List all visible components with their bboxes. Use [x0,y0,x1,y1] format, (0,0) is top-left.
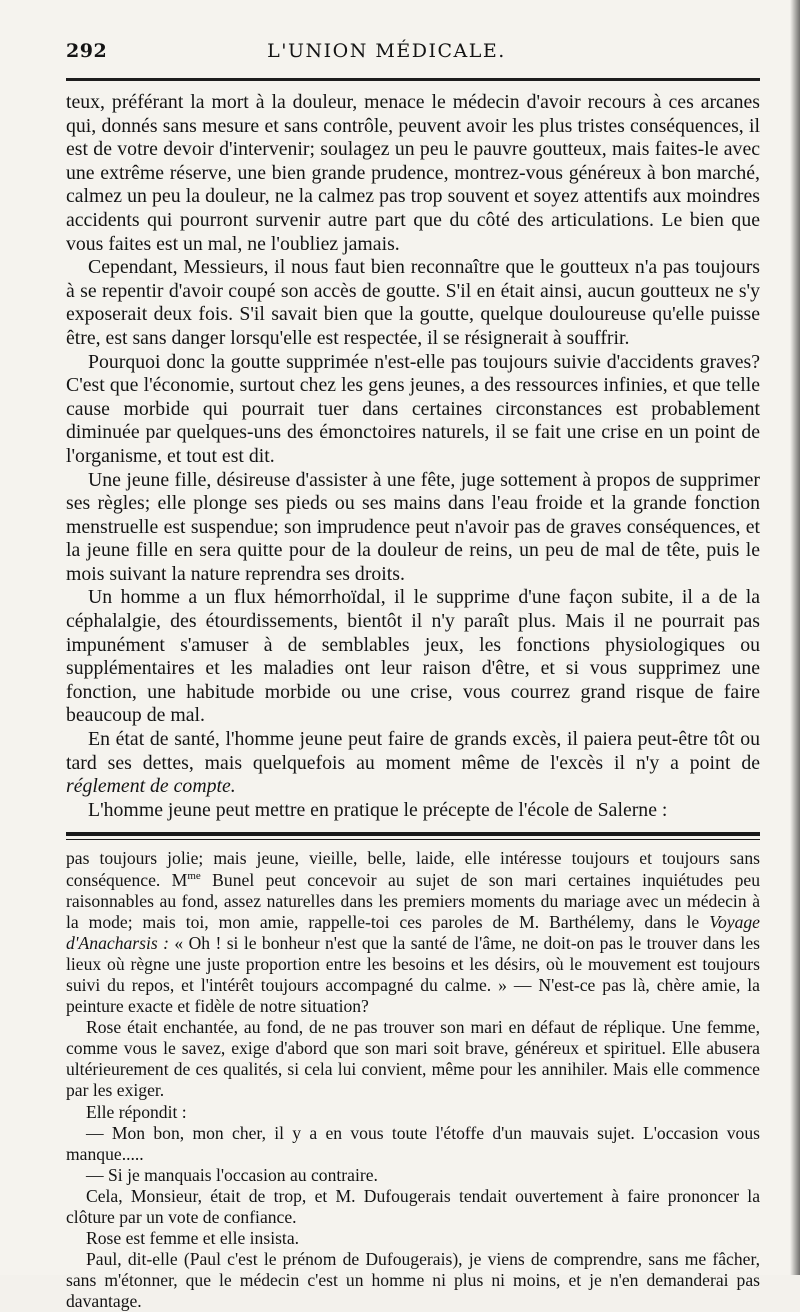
main-text [66,91,760,822]
page-number: 292 [66,40,108,62]
page-header [66,40,760,74]
paragraph-3: Pourquoi donc la goutte supprimée n'est-elle pas toujours suivie d'accidents graves? C'est que l'économie, surtout chez les gens jeunes, a des ressources infinies, et que telle cause morbide qui pourrait tuer dans certaines circonstances est probablement diminuée par quelques-uns des émonctoires naturels, il se fait une crise en un point de l'organisme, et tout est dit. [66,350,760,467]
feuilleton-text [66,848,760,1312]
feuilleton-paragraph-2: Rose était enchantée, au fond, de ne pas trouver son mari en défaut de réplique. Une femme, comme vous le savez, exige d'abord que son mari soit brave, généreux et spirituel. Elle abusera ultérieurement de ces qualités, si cela lui convient, même pour les annihiler. Mais elle commence par les exiger. [66,1017,760,1101]
feuilleton-paragraph-1 [66,848,760,1017]
header-rule [66,78,760,81]
paragraph-6-text: En état de santé, l'homme jeune peut faire de grands excès, il paiera peut-être tôt ou tard ses dettes, mais quelquefois au moment même de l'excès il n'y a point de [66,728,760,774]
running-title: L'UNION MÉDICALE. [267,40,506,62]
feuilleton-paragraph-3: Elle répondit : [86,1101,187,1122]
feuilleton-paragraph-4: — Mon bon, mon cher, il y a en vous toute l'étoffe d'un mauvais sujet. L'occasion vous manque..... [66,1122,760,1164]
feuilleton-paragraph-5: — Si je manquais l'occasion au contraire. [86,1164,378,1185]
paragraph-1: teux, préférant la mort à la douleur, menace le médecin d'avoir recours à ces arcanes qui, donnés sans mesure et sans contrôle, peuvent avoir les plus tristes conséquences, il est de votre devoir d'intervenir; soulagez un peu le pauvre goutteux, mais faites-le avec une extrême réserve, une bien grande prudence, montrez-vous généreux à bon marché, calmez un peu la douleur, ne la calmez pas trop souvent et soyez attentifs aux moindres accidents qui pourront survenir autre part que du côté des articulations. Le bien que vous faites est un mal, ne l'oubliez jamais. [66,91,760,255]
paragraph-2: Cependant, Messieurs, il nous faut bien reconnaître que le goutteux n'a pas toujours à se repentir d'avoir coupé son accès de goutte. S'il en était ainsi, aucun goutteux ne s'y exposerait deux fois. S'il savait bien que la goutte, quelque douloureuse qu'elle puisse être, est sans danger lorsqu'elle est respectée, il se résignerait à souffrir. [66,256,760,349]
paragraph-6-italic: réglement de compte. [66,775,236,798]
feuilleton-p1-sup: me [187,869,201,882]
feuilleton-separator [66,832,760,840]
paragraph-4: Une jeune fille, désireuse d'assister à une fête, juge sottement à propos de supprimer ses règles; elle plonge ses pieds ou ses mains dans l'eau froide et la grande fonction menstruelle est suspendue; son imprudence peut n'avoir pas de graves conséquences, et la jeune fille en sera quitte pour de la douleur de reins, un peu de mal de tête, puis le mois suivant la nature reprendra ses droits. [66,468,760,585]
paragraph-5: Un homme a un flux hémorrhoïdal, il le supprime d'une façon subite, il a de la céphalalgie, des étourdissements, bientôt il n'y paraît plus. Mais il ne pourrait pas impunément s'amuser à de semblables jeux, les fonctions physiologiques ou supplémentaires et les maladies ont leur raison d'être, et si vous supprimez une fonction, une habitude morbide ou une crise, vous courrez grand risque de faire beaucoup de mal. [66,586,760,727]
paragraph-7: L'homme jeune peut mettre en pratique le précepte de l'école de Salerne : [88,798,668,821]
feuilleton-p1-b: Bunel peut concevoir au sujet de son mari certaines inquiétudes peu raisonnables au fond, assez naturelles dans les premiers moments du mariage avec un médecin à la mode; mais toi, mon amie, rappelle-toi ces paroles de M. Barthélemy, dans le [66,869,760,932]
feuilleton-p1-italic: Voyage d'Anacharsis : [66,911,760,953]
paragraph-6 [66,728,760,799]
feuilleton-paragraph-7: Rose est femme et elle insista. [86,1228,300,1249]
feuilleton-paragraph-8: Paul, dit-elle (Paul c'est le prénom de Dufougerais), je viens de comprendre, sans me fâcher, sans m'étonner, que le médecin c'est un homme ni plus ni moins, et je n'en demanderai pas davantage. [66,1249,760,1312]
feuilleton-paragraph-6: Cela, Monsieur, était de trop, et M. Dufougerais tendait ouvertement à faire prononcer la clôture par un vote de confiance. [66,1185,760,1227]
feuilleton-p1-a: pas toujours jolie; mais jeune, vieille, belle, laide, elle intéresse toujours et toujours sans conséquence. M [66,848,760,890]
feuilleton-p1-c: « Oh ! si le bonheur n'est que la santé de l'âme, ne doit-on pas le trouver dans les lieux où règne une juste proportion entre les besoins et les désirs, où le mouvement est toujours suivi du repos, et l'intérêt toujours accompagné du calme. » — N'est-ce pas là, chère amie, la peinture exacte et fidèle de notre situation? [66,932,760,1017]
